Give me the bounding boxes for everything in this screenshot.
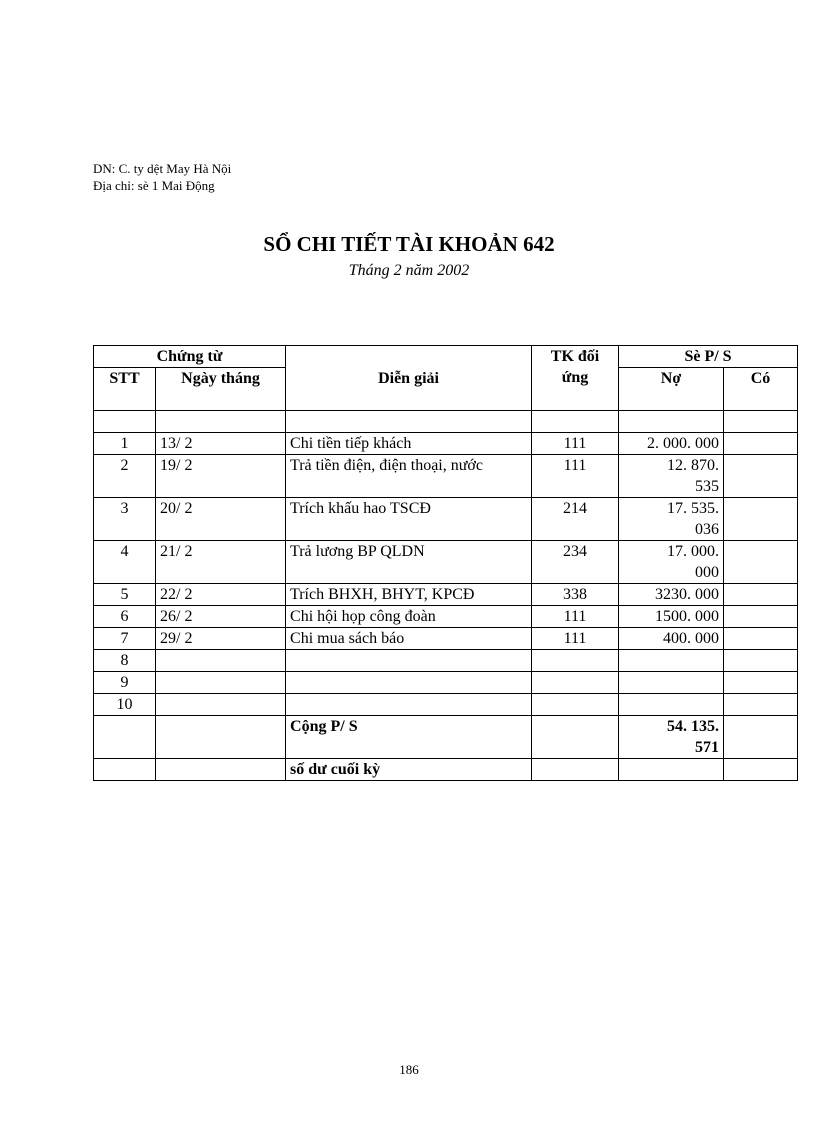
table-row — [94, 650, 798, 672]
header-so-ps: Sè P/ S — [619, 346, 798, 368]
cell-desc — [286, 650, 532, 672]
cell-tk — [532, 694, 619, 716]
cell-stt: 1 — [94, 433, 156, 455]
cell-stt: 10 — [94, 694, 156, 716]
cell-date: 26/ 2 — [156, 606, 286, 628]
cell-tk: 111 — [532, 628, 619, 650]
total-no: 54. 135. 571 — [619, 716, 724, 759]
cell-co — [724, 584, 798, 606]
cell-date: 22/ 2 — [156, 584, 286, 606]
cell-no: 2. 000. 000 — [619, 433, 724, 455]
cell-tk: 338 — [532, 584, 619, 606]
cell-tk — [532, 672, 619, 694]
cell-no — [619, 650, 724, 672]
table-row — [94, 628, 798, 650]
cell-stt: 7 — [94, 628, 156, 650]
cell-co — [724, 433, 798, 455]
cell-co — [724, 694, 798, 716]
cell-no — [619, 694, 724, 716]
company-name: DN: C. ty dệt May Hà Nội — [93, 161, 232, 176]
header-dien-giai: Diễn giải — [286, 346, 532, 411]
cell-no: 400. 000 — [619, 628, 724, 650]
cell-desc — [286, 694, 532, 716]
cell-desc: Trả tiền điện, điện thoại, nước — [286, 455, 532, 498]
cell-co — [724, 650, 798, 672]
cell-desc: Trả lương BP QLDN — [286, 541, 532, 584]
table-row — [94, 672, 798, 694]
table-row — [94, 694, 798, 716]
cell-desc: Trích khấu hao TSCĐ — [286, 498, 532, 541]
cell-desc: Chi mua sách báo — [286, 628, 532, 650]
table-row — [94, 433, 798, 455]
cell-date — [156, 672, 286, 694]
cell-date — [156, 650, 286, 672]
table-row — [94, 498, 798, 541]
total-label: Cộng P/ S — [286, 716, 532, 759]
ledger-table — [93, 345, 798, 781]
cell-stt: 9 — [94, 672, 156, 694]
table-row — [94, 606, 798, 628]
cell-tk — [532, 650, 619, 672]
header-stt: STT — [94, 368, 156, 411]
cell-stt: 6 — [94, 606, 156, 628]
header-co: Có — [724, 368, 798, 411]
cell-stt: 5 — [94, 584, 156, 606]
cell-desc — [286, 672, 532, 694]
cell-date: 21/ 2 — [156, 541, 286, 584]
cell-stt: 3 — [94, 498, 156, 541]
cell-desc: Chi tiền tiếp khách — [286, 433, 532, 455]
cell-no: 12. 870. 535 — [619, 455, 724, 498]
spacer-row — [94, 411, 798, 433]
cell-date: 13/ 2 — [156, 433, 286, 455]
total-row — [94, 716, 798, 759]
cell-stt: 2 — [94, 455, 156, 498]
cell-no: 17. 000. 000 — [619, 541, 724, 584]
cell-co — [724, 498, 798, 541]
table-row — [94, 455, 798, 498]
cell-date — [156, 694, 286, 716]
header-ngay-thang: Ngày tháng — [156, 368, 286, 411]
cell-no: 1500. 000 — [619, 606, 724, 628]
cell-stt: 4 — [94, 541, 156, 584]
header-tk-doi-ung: TK đối ứng — [532, 346, 619, 411]
cell-no: 3230. 000 — [619, 584, 724, 606]
cell-co — [724, 455, 798, 498]
header-no: Nợ — [619, 368, 724, 411]
page-subtitle: Tháng 2 năm 2002 — [348, 262, 470, 279]
closing-balance-label: số dư cuối kỳ — [286, 759, 532, 781]
cell-co — [724, 606, 798, 628]
page-number: 186 — [399, 1062, 419, 1077]
cell-tk: 214 — [532, 498, 619, 541]
cell-no: 17. 535. 036 — [619, 498, 724, 541]
cell-co — [724, 672, 798, 694]
header-chung-tu: Chứng từ — [94, 346, 286, 368]
cell-tk: 111 — [532, 606, 619, 628]
company-address: Địa chỉ: sè 1 Mai Động — [93, 178, 215, 193]
cell-no — [619, 672, 724, 694]
document-header — [93, 160, 231, 194]
table-row — [94, 541, 798, 584]
cell-date: 29/ 2 — [156, 628, 286, 650]
cell-stt: 8 — [94, 650, 156, 672]
cell-tk: 111 — [532, 455, 619, 498]
cell-desc: Chi hội họp công đoàn — [286, 606, 532, 628]
cell-tk: 111 — [532, 433, 619, 455]
table-row — [94, 584, 798, 606]
cell-tk: 234 — [532, 541, 619, 584]
cell-desc: Trích BHXH, BHYT, KPCĐ — [286, 584, 532, 606]
cell-co — [724, 541, 798, 584]
cell-date: 20/ 2 — [156, 498, 286, 541]
cell-co — [724, 628, 798, 650]
page-title: SỔ CHI TIẾT TÀI KHOẢN 642 — [263, 232, 555, 256]
cell-date: 19/ 2 — [156, 455, 286, 498]
closing-balance-row — [94, 759, 798, 781]
